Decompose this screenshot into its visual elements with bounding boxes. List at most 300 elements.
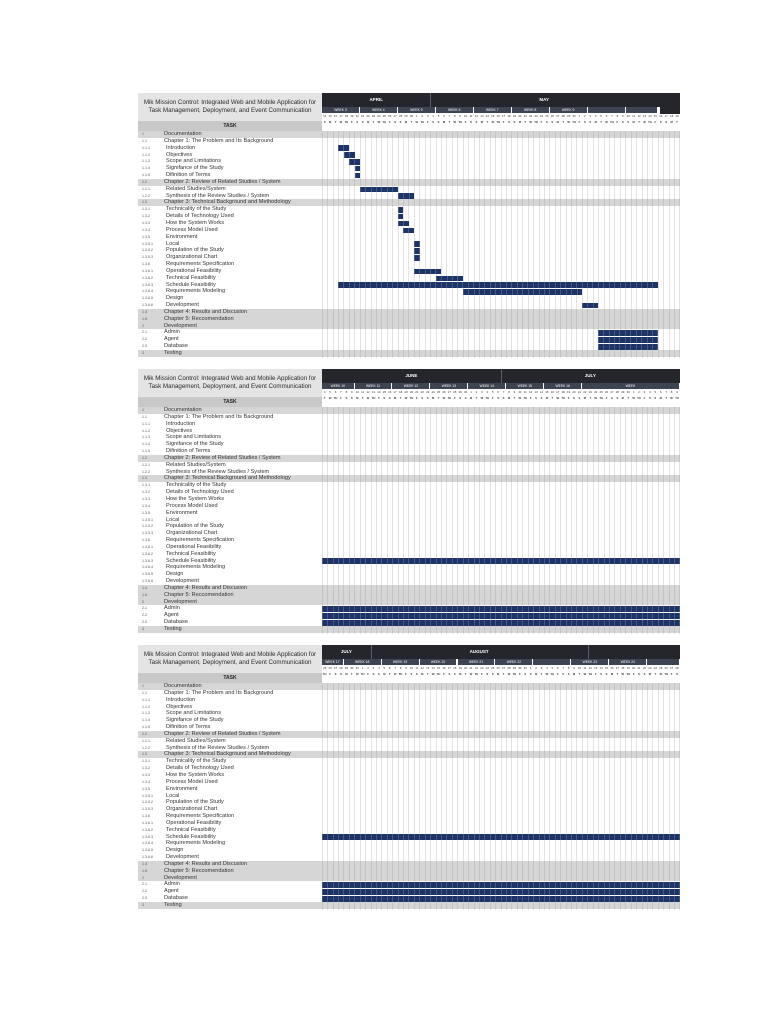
task-number: 1.3.6 [142, 538, 150, 543]
task-name: Requirements Modeling [166, 840, 226, 847]
week-label: WEEK [582, 383, 680, 389]
task-name: Development [164, 874, 197, 881]
schedule-bar [355, 173, 360, 179]
weekday-letter: S [578, 397, 581, 400]
weekday-letter: TH [599, 397, 603, 400]
weekday-letter: TH [550, 673, 555, 676]
day-number: 21 [637, 666, 641, 670]
timeline-grid [322, 407, 680, 634]
schedule-bar [414, 255, 419, 261]
task-name: Admin [164, 881, 180, 888]
day-number: 12 [529, 390, 533, 394]
day-number: 8 [567, 666, 570, 670]
day-number: 28 [615, 390, 619, 394]
week-label: WEEK 4 [360, 107, 398, 113]
weekday-letter: W [404, 397, 408, 400]
task-column-header: TASK [138, 397, 322, 407]
task-name: Admin [164, 329, 180, 336]
task-name: Population of the Study [166, 247, 224, 254]
day-number: 6 [659, 390, 662, 394]
task-name: Chapter 2: Review of Related Studies / System [164, 730, 281, 737]
day-number: 10 [355, 390, 359, 394]
day-number: 1 [578, 114, 581, 118]
day-number: 5 [654, 390, 657, 394]
day-number: 18 [507, 114, 511, 118]
task-number: 1.2.1 [142, 462, 150, 467]
day-number: 12 [637, 114, 641, 118]
day-number: 15 [382, 390, 386, 394]
schedule-bar [598, 344, 658, 350]
weekday-letter: M [518, 121, 521, 124]
weekday-letter: W [594, 397, 597, 400]
task-number: 1.3.6.3 [142, 282, 153, 287]
day-number: 25 [382, 114, 386, 118]
task-name: Environment [166, 233, 198, 240]
task-name: Signifance of the Study [166, 717, 224, 724]
weekday-letter: M [345, 673, 348, 676]
day-number: 9 [513, 390, 516, 394]
day-number: 8 [399, 666, 402, 670]
task-number: 1.3.6.6 [142, 579, 153, 584]
weekday-letter: F [453, 397, 456, 400]
day-number: 12 [588, 666, 592, 670]
day-number: 16 [333, 114, 338, 118]
weekday-letter: S [459, 397, 462, 400]
task-name: Synthesis of the Review Studies / System [166, 468, 270, 475]
weekday-letter: M [469, 397, 473, 400]
weekday-letter: TH [610, 121, 614, 124]
task-name: Chapter 1: The Problem and Its Background [164, 137, 274, 144]
task-number: 1.2 [142, 731, 147, 736]
day-number: 21 [415, 390, 419, 394]
weekday-letter: M [610, 673, 614, 676]
weekday-letter: S [464, 397, 467, 400]
task-name: Agent [164, 612, 179, 619]
task-name: Environment [166, 785, 198, 792]
day-number: 11 [415, 666, 419, 670]
weekday-letter: M [583, 397, 586, 400]
task-name: Schedule Feasibility [166, 833, 216, 840]
timeline-grid [322, 131, 680, 358]
weekday-letter: W [431, 673, 435, 676]
month-label: JULY [340, 649, 352, 654]
task-name: Testing [164, 902, 182, 908]
day-number: 4 [546, 666, 548, 670]
task-name: Testing [164, 626, 182, 632]
schedule-bar [398, 207, 403, 213]
week-label: WEEK 5 [398, 107, 436, 113]
weekday-letter: F [670, 673, 673, 676]
weekday-letter: S [546, 121, 548, 124]
task-name: Testing [164, 350, 182, 356]
day-number: 9 [405, 666, 407, 670]
task-name: How the System Works [166, 495, 225, 502]
gantt-page-1 [138, 93, 680, 361]
day-number: 16 [550, 390, 554, 394]
weekday-letter: W [339, 121, 343, 124]
day-number: 26 [328, 666, 332, 670]
weekday-letter: F [632, 673, 635, 676]
date-header [322, 389, 680, 407]
gantt-page-3 [138, 645, 680, 913]
day-number: 10 [409, 666, 414, 670]
task-name: Development [166, 854, 199, 861]
task-number: 1.3.5.3 [142, 531, 153, 536]
month-divider [588, 645, 589, 659]
task-name: Chapter 1: The Problem and Its Background [164, 689, 274, 696]
weekday-letter: W [670, 397, 673, 400]
day-number: 29 [404, 114, 408, 118]
task-number: 1.1.3 [142, 711, 150, 716]
weekday-letter: S [659, 121, 662, 124]
task-name: Chapter 4: Results and Discusion [164, 308, 248, 315]
schedule-bar [414, 241, 419, 247]
weekday-letter: F [578, 121, 581, 124]
schedule-bar [360, 187, 398, 193]
day-number: 19 [675, 114, 679, 118]
day-number: 24 [653, 666, 657, 670]
weekday-letter: W [605, 121, 608, 124]
schedule-bar [463, 289, 582, 295]
weekday-letter: S [600, 673, 602, 676]
task-number: 1.3.2 [142, 490, 150, 495]
day-number: 28 [453, 390, 457, 394]
weekday-letter: W [507, 673, 511, 676]
weekday-letter: S [648, 397, 651, 400]
day-number: 2 [584, 114, 586, 118]
day-number: 7 [562, 666, 564, 670]
weekday-letter: TH [675, 397, 679, 400]
day-number: 30 [409, 114, 414, 118]
day-number: 30 [350, 666, 354, 670]
weekday-letter: S [502, 397, 505, 400]
day-number: 11 [632, 114, 636, 118]
weekday-letter: W [366, 397, 370, 400]
task-name: Process Model Used [166, 226, 218, 233]
weekday-letter: T [486, 121, 489, 124]
task-number: 1.3.6.1 [142, 268, 153, 273]
day-number: 19 [512, 114, 516, 118]
task-name: Requirements Modeling [166, 564, 226, 571]
day-number: 11 [469, 114, 473, 118]
task-name: Chapter 4: Results and Discusion [164, 584, 248, 591]
day-number: 17 [664, 114, 668, 118]
task-number: 1.1.5 [142, 173, 150, 178]
day-number: 7 [448, 114, 451, 118]
day-number: 18 [561, 390, 565, 394]
day-number: 12 [366, 390, 370, 394]
task-number: 1.3.5 [142, 510, 150, 515]
task-number: 1.3.6.4 [142, 565, 153, 570]
day-number: 17 [339, 114, 343, 118]
schedule-bar [322, 606, 680, 612]
weekday-letter: M [383, 673, 386, 676]
weekday-letter: T [665, 397, 667, 400]
week-label: WEEK 24 [609, 659, 647, 665]
task-name: Synthesis of the Review Studies / System [166, 744, 270, 751]
day-number: 5 [491, 390, 494, 394]
weekday-letter: T [361, 397, 364, 400]
weekday-letter: S [394, 121, 397, 124]
day-number: 29 [512, 666, 516, 670]
weekday-letter: S [470, 121, 472, 124]
weekday-letter: T [524, 121, 527, 124]
weekday-letter: W [545, 673, 549, 676]
task-number: 1.3 [142, 476, 147, 481]
day-number: 22 [642, 666, 647, 670]
task-number: 1.2 [142, 179, 147, 184]
day-number: 25 [545, 114, 549, 118]
task-name: Agent [164, 336, 179, 343]
day-number: 13 [594, 666, 598, 670]
weekday-letter: W [583, 673, 587, 676]
weekday-letter: TH [371, 397, 376, 400]
weekday-letter: S [611, 397, 613, 400]
day-number: 15 [436, 666, 441, 670]
weekday-letter: T [502, 673, 505, 676]
task-name: Signifance of the Study [166, 165, 224, 172]
day-number: 25 [323, 666, 327, 670]
task-number: 1.1 [142, 690, 147, 695]
day-number: 28 [398, 114, 403, 118]
day-number: 19 [404, 390, 408, 394]
day-number: 6 [497, 390, 499, 394]
task-name: Chapter 5: Reccomendation [164, 867, 234, 874]
weekday-letter: S [643, 673, 646, 676]
weekday-letter: T [399, 397, 402, 400]
day-number: 18 [453, 666, 457, 670]
day-number: 30 [626, 390, 630, 394]
day-number: 22 [529, 114, 533, 118]
week-label: WEEK 7 [474, 107, 512, 113]
day-number: 18 [344, 114, 348, 118]
task-number: 1.3.6.5 [142, 572, 153, 577]
weekday-letter: S [356, 121, 359, 124]
task-number: 1.1.3 [142, 435, 150, 440]
week-label: WEEK 12 [392, 383, 430, 389]
schedule-bar [403, 228, 414, 234]
day-number: 1 [416, 114, 418, 118]
weekday-letter: M [659, 397, 662, 400]
day-number: 27 [610, 390, 614, 394]
weekday-letter: F [616, 121, 619, 124]
weekday-letter: M [480, 121, 483, 124]
weekday-letter: S [676, 673, 678, 676]
task-number: 1.2.1 [142, 738, 150, 743]
task-number: 1.3.6.6 [142, 855, 153, 860]
day-number: 20 [572, 390, 576, 394]
day-number: 21 [361, 114, 365, 118]
task-name: Introduction [166, 420, 196, 427]
task-name: Details of Technology Used [166, 213, 234, 220]
day-number: 4 [486, 390, 489, 394]
day-number: 27 [393, 114, 397, 118]
weekday-letter: TH [637, 397, 641, 400]
day-number: 3 [426, 114, 429, 118]
week-label: WEEK 9 [550, 107, 588, 113]
weekday-letter: W [480, 397, 484, 400]
day-number: 27 [501, 666, 506, 670]
weekday-letter: TH [474, 673, 479, 676]
weekday-letter: S [551, 121, 554, 124]
weekday-letter: S [426, 397, 429, 400]
task-number: 1.3.6.6 [142, 303, 153, 308]
weekday-letter: TH [512, 673, 517, 676]
weekday-letter: M [670, 121, 673, 124]
weekday-letter: W [621, 673, 625, 676]
task-name: Technicality of the Study [166, 758, 227, 765]
schedule-bar [322, 834, 680, 840]
day-number: 2 [367, 666, 369, 670]
day-number: 3 [481, 390, 483, 394]
task-number: 1 [142, 408, 144, 412]
schedule-bar [322, 620, 680, 626]
task-name: Organizational Chart [166, 530, 218, 537]
task-column-header: TASK [138, 121, 322, 131]
task-name: Signifance of the Study [166, 441, 224, 448]
project-title: Mik Mission Control: Integrated Web and Mobile Application for Task Management, Deployment, and Event Communication [138, 369, 322, 397]
weekday-letter: TH [409, 397, 414, 400]
task-number: 1 [142, 684, 144, 688]
task-name: Details of Technology Used [166, 765, 234, 772]
day-number: 21 [469, 666, 473, 670]
weekday-letter: S [638, 673, 640, 676]
task-name: Technical Feasibility [166, 826, 216, 833]
day-number: 8 [508, 390, 510, 394]
weekday-letter: M [572, 673, 576, 676]
day-number: 13 [642, 114, 647, 118]
day-number: 4 [323, 390, 326, 394]
weekday-letter: F [529, 397, 532, 400]
weekday-letter: S [377, 673, 380, 676]
month-header-extension [660, 93, 680, 114]
day-number: 16 [659, 114, 663, 118]
task-number: 1.3.5 [142, 786, 150, 791]
day-number: 23 [371, 114, 376, 118]
schedule-bar [398, 221, 409, 227]
weekday-letter: F [567, 397, 570, 400]
day-number: 1 [361, 666, 364, 670]
day-number: 8 [670, 390, 673, 394]
day-number: 11 [361, 390, 365, 394]
weekday-letter: TH [648, 121, 652, 124]
day-number: 7 [394, 666, 396, 670]
week-label: WEEK 16 [544, 383, 582, 389]
task-name: Environment [166, 509, 198, 516]
weekday-letter: T [437, 397, 440, 400]
task-number: 1.3.4 [142, 503, 150, 508]
day-number: 7 [502, 390, 505, 394]
day-number: 4 [378, 666, 380, 670]
day-number: 15 [545, 390, 549, 394]
week-label: WEEK 13 [430, 383, 468, 389]
task-name: Schedule Feasibility [166, 557, 216, 564]
task-number: 1.2.2 [142, 469, 150, 474]
weekday-letter: W [415, 121, 419, 124]
task-name: Technical Feasibility [166, 550, 216, 557]
task-number: 1.3.5.2 [142, 524, 153, 529]
task-number: 1.2.2 [142, 745, 150, 750]
day-number: 4 [594, 114, 597, 118]
weekday-letter: W [556, 397, 560, 400]
day-number: 14 [377, 390, 381, 394]
weekday-letter: W [393, 673, 397, 676]
day-number: 28 [675, 666, 679, 670]
weekday-letter: S [621, 121, 624, 124]
month-divider [430, 93, 431, 107]
task-number: 3 [142, 903, 144, 907]
schedule-bar [349, 159, 360, 165]
schedule-bar [322, 882, 680, 888]
project-title: Mik Mission Control: Integrated Web and Mobile Application for Task Management, Deployment, and Event Communication [138, 645, 322, 673]
task-column-header: TASK [138, 673, 322, 683]
weekday-letter: T [540, 673, 543, 676]
task-number: 2.1 [142, 882, 147, 887]
task-name: Related Studies/System [166, 737, 226, 744]
day-number: 4 [432, 114, 434, 118]
weekday-letter: T [562, 121, 564, 124]
weekday-letter: S [415, 673, 418, 676]
weekday-letter: TH [523, 397, 528, 400]
weekday-letter: M [366, 121, 370, 124]
task-number: 2.1 [142, 606, 147, 611]
weekday-letter: S [535, 397, 537, 400]
day-number: 26 [442, 390, 446, 394]
weekday-letter: M [556, 121, 559, 124]
task-name: Admin [164, 605, 180, 612]
weekday-letter: M [507, 397, 511, 400]
week-label: WEEK 22 [495, 659, 533, 665]
day-number: 3 [643, 390, 646, 394]
day-number: 14 [599, 666, 603, 670]
day-number: 19 [626, 666, 630, 670]
day-number: 16 [388, 390, 392, 394]
day-number: 30 [464, 390, 468, 394]
task-number: 1.3.5.1 [142, 241, 153, 246]
task-name: Population of the Study [166, 799, 224, 806]
day-number: 31 [523, 666, 527, 670]
task-name: Operational Feasibility [166, 819, 222, 826]
task-name: Process Model Used [166, 778, 218, 785]
day-number: 22 [474, 666, 479, 670]
weekday-letter: F [481, 673, 483, 676]
schedule-bar [398, 193, 414, 199]
task-name: Difinition of Terms [166, 448, 211, 455]
day-number: 20 [355, 114, 359, 118]
day-number: 8 [453, 114, 456, 118]
task-number: 1.2 [142, 455, 147, 460]
task-number: 1.3.4 [142, 227, 150, 232]
day-number: 25 [599, 390, 603, 394]
schedule-bar [322, 558, 680, 564]
weekday-letter: TH [496, 121, 500, 124]
task-name: Process Model Used [166, 502, 218, 509]
weekday-letter: M [404, 121, 408, 124]
task-number: 1.1.3 [142, 159, 150, 164]
day-number: 29 [458, 390, 462, 394]
weekday-letter: T [589, 397, 592, 400]
day-number: 1 [529, 666, 532, 670]
weekday-letter: TH [398, 673, 403, 676]
weekday-letter: F [443, 673, 445, 676]
day-number: 8 [345, 390, 348, 394]
day-number: 6 [443, 114, 445, 118]
weekday-letter: T [551, 397, 554, 400]
day-number: 23 [648, 666, 652, 670]
day-number: 3 [372, 666, 375, 670]
task-name: How the System Works [166, 771, 225, 778]
day-number: 26 [664, 666, 668, 670]
